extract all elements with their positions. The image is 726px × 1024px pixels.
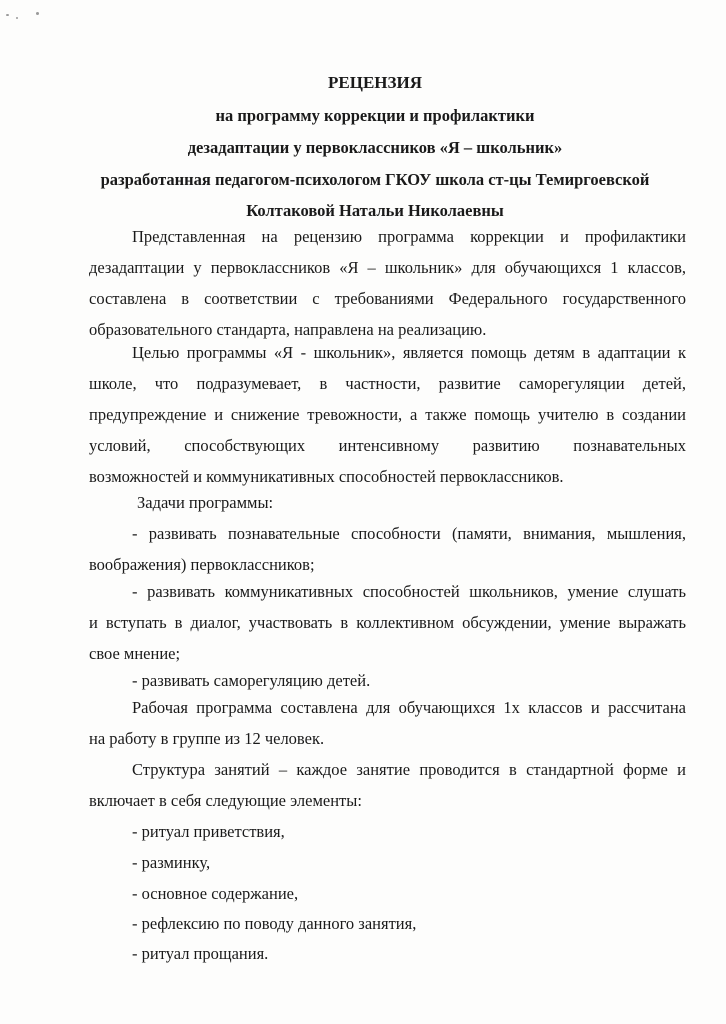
text-line: предупреждение и снижение тревожности, а также помощь учителю в создании (89, 405, 686, 424)
text-line: возможностей и коммуникативных способностей первоклассников. (89, 467, 564, 486)
text-line: Структура занятий – каждое занятие проводится в стандартной форме и (132, 760, 686, 779)
list-item: - ритуал приветствия, (132, 822, 285, 841)
review-subtitle-line-1: на программу коррекции и профилактики (215, 106, 535, 125)
list-item: - ритуал прощания. (132, 944, 269, 963)
text-line: составлена в соответствии с требованиями Федерального государственного (89, 289, 686, 308)
text-line: Представленная на рецензию программа коррекции и профилактики (132, 227, 686, 246)
review-author-name: Колтаковой Натальи Николаевны (246, 201, 504, 220)
text-line: образовательного стандарта, направлена на реализацию. (89, 320, 487, 339)
text-line: школе, что подразумевает, в частности, развитие саморегуляции детей, (89, 374, 686, 393)
text-line: дезадаптации у первоклассников «Я – школьник» для обучающихся 1 классов, (89, 258, 686, 277)
scan-specks (6, 12, 46, 22)
text-line: Целью программы «Я - школьник», является помощь детям в адаптации к (132, 343, 686, 362)
text-line: на работу в группе из 12 человек. (89, 729, 325, 748)
list-item: - рефлексию по поводу данного занятия, (132, 914, 417, 933)
review-subtitle-line-2: дезадаптации у первоклассников «Я – школьник» (187, 138, 563, 157)
list-item: - развивать саморегуляцию детей. (132, 671, 371, 690)
text-line: Рабочая программа составлена для обучающихся 1х классов и рассчитана (132, 698, 686, 717)
list-item: - разминку, (132, 853, 211, 872)
text-line: условий, способствующих интенсивному развитию познавательных (89, 436, 686, 455)
review-title: РЕЦЕНЗИЯ (328, 73, 422, 92)
text-line: свое мнение; (89, 644, 181, 663)
tasks-heading: Задачи программы: (137, 493, 274, 512)
text-line: воображения) первоклассников; (89, 555, 315, 574)
text-line: включает в себя следующие элементы: (89, 791, 362, 810)
list-item: - развивать познавательные способности (памяти, внимания, мышления, (132, 524, 686, 543)
text-line: и вступать в диалог, участвовать в коллективном обсуждении, умение выражать (89, 613, 686, 632)
review-subtitle-line-3: разработанная педагогом-психологом ГКОУ школа ст-цы Темиргоевской (100, 170, 650, 189)
list-item: - основное содержание, (132, 884, 299, 903)
list-item: - развивать коммуникативных способностей школьников, умение слушать (132, 582, 686, 601)
